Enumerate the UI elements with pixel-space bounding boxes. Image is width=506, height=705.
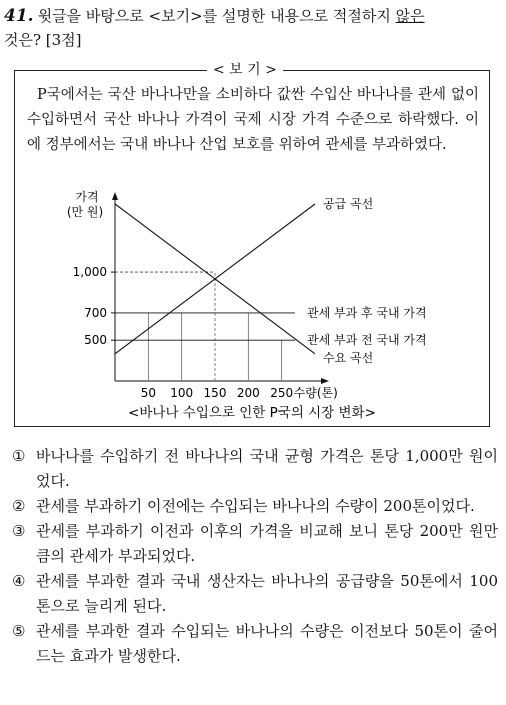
x-tick-label: 50 xyxy=(140,386,156,400)
price-line-label: 관세 부과 후 국내 가격 xyxy=(307,305,427,320)
x-tick-label: 100 xyxy=(170,386,194,400)
x-tick-label: 150 xyxy=(203,386,227,400)
question-underlined: 않은 xyxy=(395,7,425,25)
y-tick-label: 700 xyxy=(84,305,107,320)
choice-list xyxy=(12,444,498,669)
question-text: 윗글을 바탕으로 <보기>를 설명한 내용으로 적절하지 xyxy=(37,7,396,25)
y-tick-label: 500 xyxy=(84,333,107,348)
question-number: 41. xyxy=(4,6,34,26)
passage-text: P국에서는 국산 바나나만을 소비하다 값싼 수입산 바나나를 관세 없이 수입하면서 국산 바나나 가격이 국제 시장 가격 수준으로 하락했다. 이에 정부에서는 국내 바나나 산업 보호를 위하여 관세를 부과하였다. xyxy=(27,87,480,153)
choice-3[interactable] xyxy=(12,519,498,569)
x-axis-label: 수량(톤) xyxy=(293,386,338,400)
chart-title: <바나나 수입으로 인한 P국의 시장 변화> xyxy=(128,405,376,419)
question-text-2: 것은? [3점] xyxy=(4,31,82,49)
x-tick-label: 250 xyxy=(270,386,294,400)
y-axis-label: 가격 xyxy=(75,190,99,204)
choice-mark: ④ xyxy=(12,572,26,590)
y-tick-label: 1,000 xyxy=(72,265,107,280)
y-axis-arrow xyxy=(112,192,118,200)
choice-5[interactable] xyxy=(12,619,498,669)
question-header xyxy=(4,4,500,52)
choice-text: 바나나를 수입하기 전 바나나의 국내 균형 가격은 톤당 1,000만 원이었다. xyxy=(36,447,498,490)
price-line-label: 관세 부과 전 국내 가격 xyxy=(307,333,427,348)
choice-mark: ③ xyxy=(12,522,26,540)
supply-curve-label: 공급 곡선 xyxy=(323,197,374,211)
y-axis-unit-label: (만 원) xyxy=(66,205,104,219)
choice-mark: ② xyxy=(12,497,26,515)
example-passage xyxy=(27,83,479,158)
market-chart xyxy=(15,189,489,419)
choice-text: 관세를 부과하기 이전에는 수입되는 바나나의 수량이 200톤이었다. xyxy=(36,497,475,515)
demand-curve-label: 수요 곡선 xyxy=(323,350,374,365)
choice-1[interactable] xyxy=(12,444,498,494)
choice-text: 관세를 부과하기 이전과 이후의 가격을 비교해 보니 톤당 200만 원만큼의 관세가 부과되었다. xyxy=(36,522,498,565)
example-box xyxy=(14,62,490,427)
choice-mark: ⑤ xyxy=(12,622,26,640)
example-box-title: < 보 기 > xyxy=(207,60,283,80)
choice-mark: ① xyxy=(12,447,26,465)
choice-4[interactable] xyxy=(12,569,498,619)
choice-text: 관세를 부과한 결과 수입되는 바나나의 수량은 이전보다 50톤이 줄어드는 효과가 발생한다. xyxy=(36,622,498,665)
x-tick-label: 200 xyxy=(236,386,260,400)
choice-text: 관세를 부과한 결과 국내 생산자는 바나나의 공급량을 50톤에서 100톤으로 늘리게 된다. xyxy=(36,572,498,615)
choice-2[interactable] xyxy=(12,494,498,519)
x-axis-arrow xyxy=(321,378,329,384)
